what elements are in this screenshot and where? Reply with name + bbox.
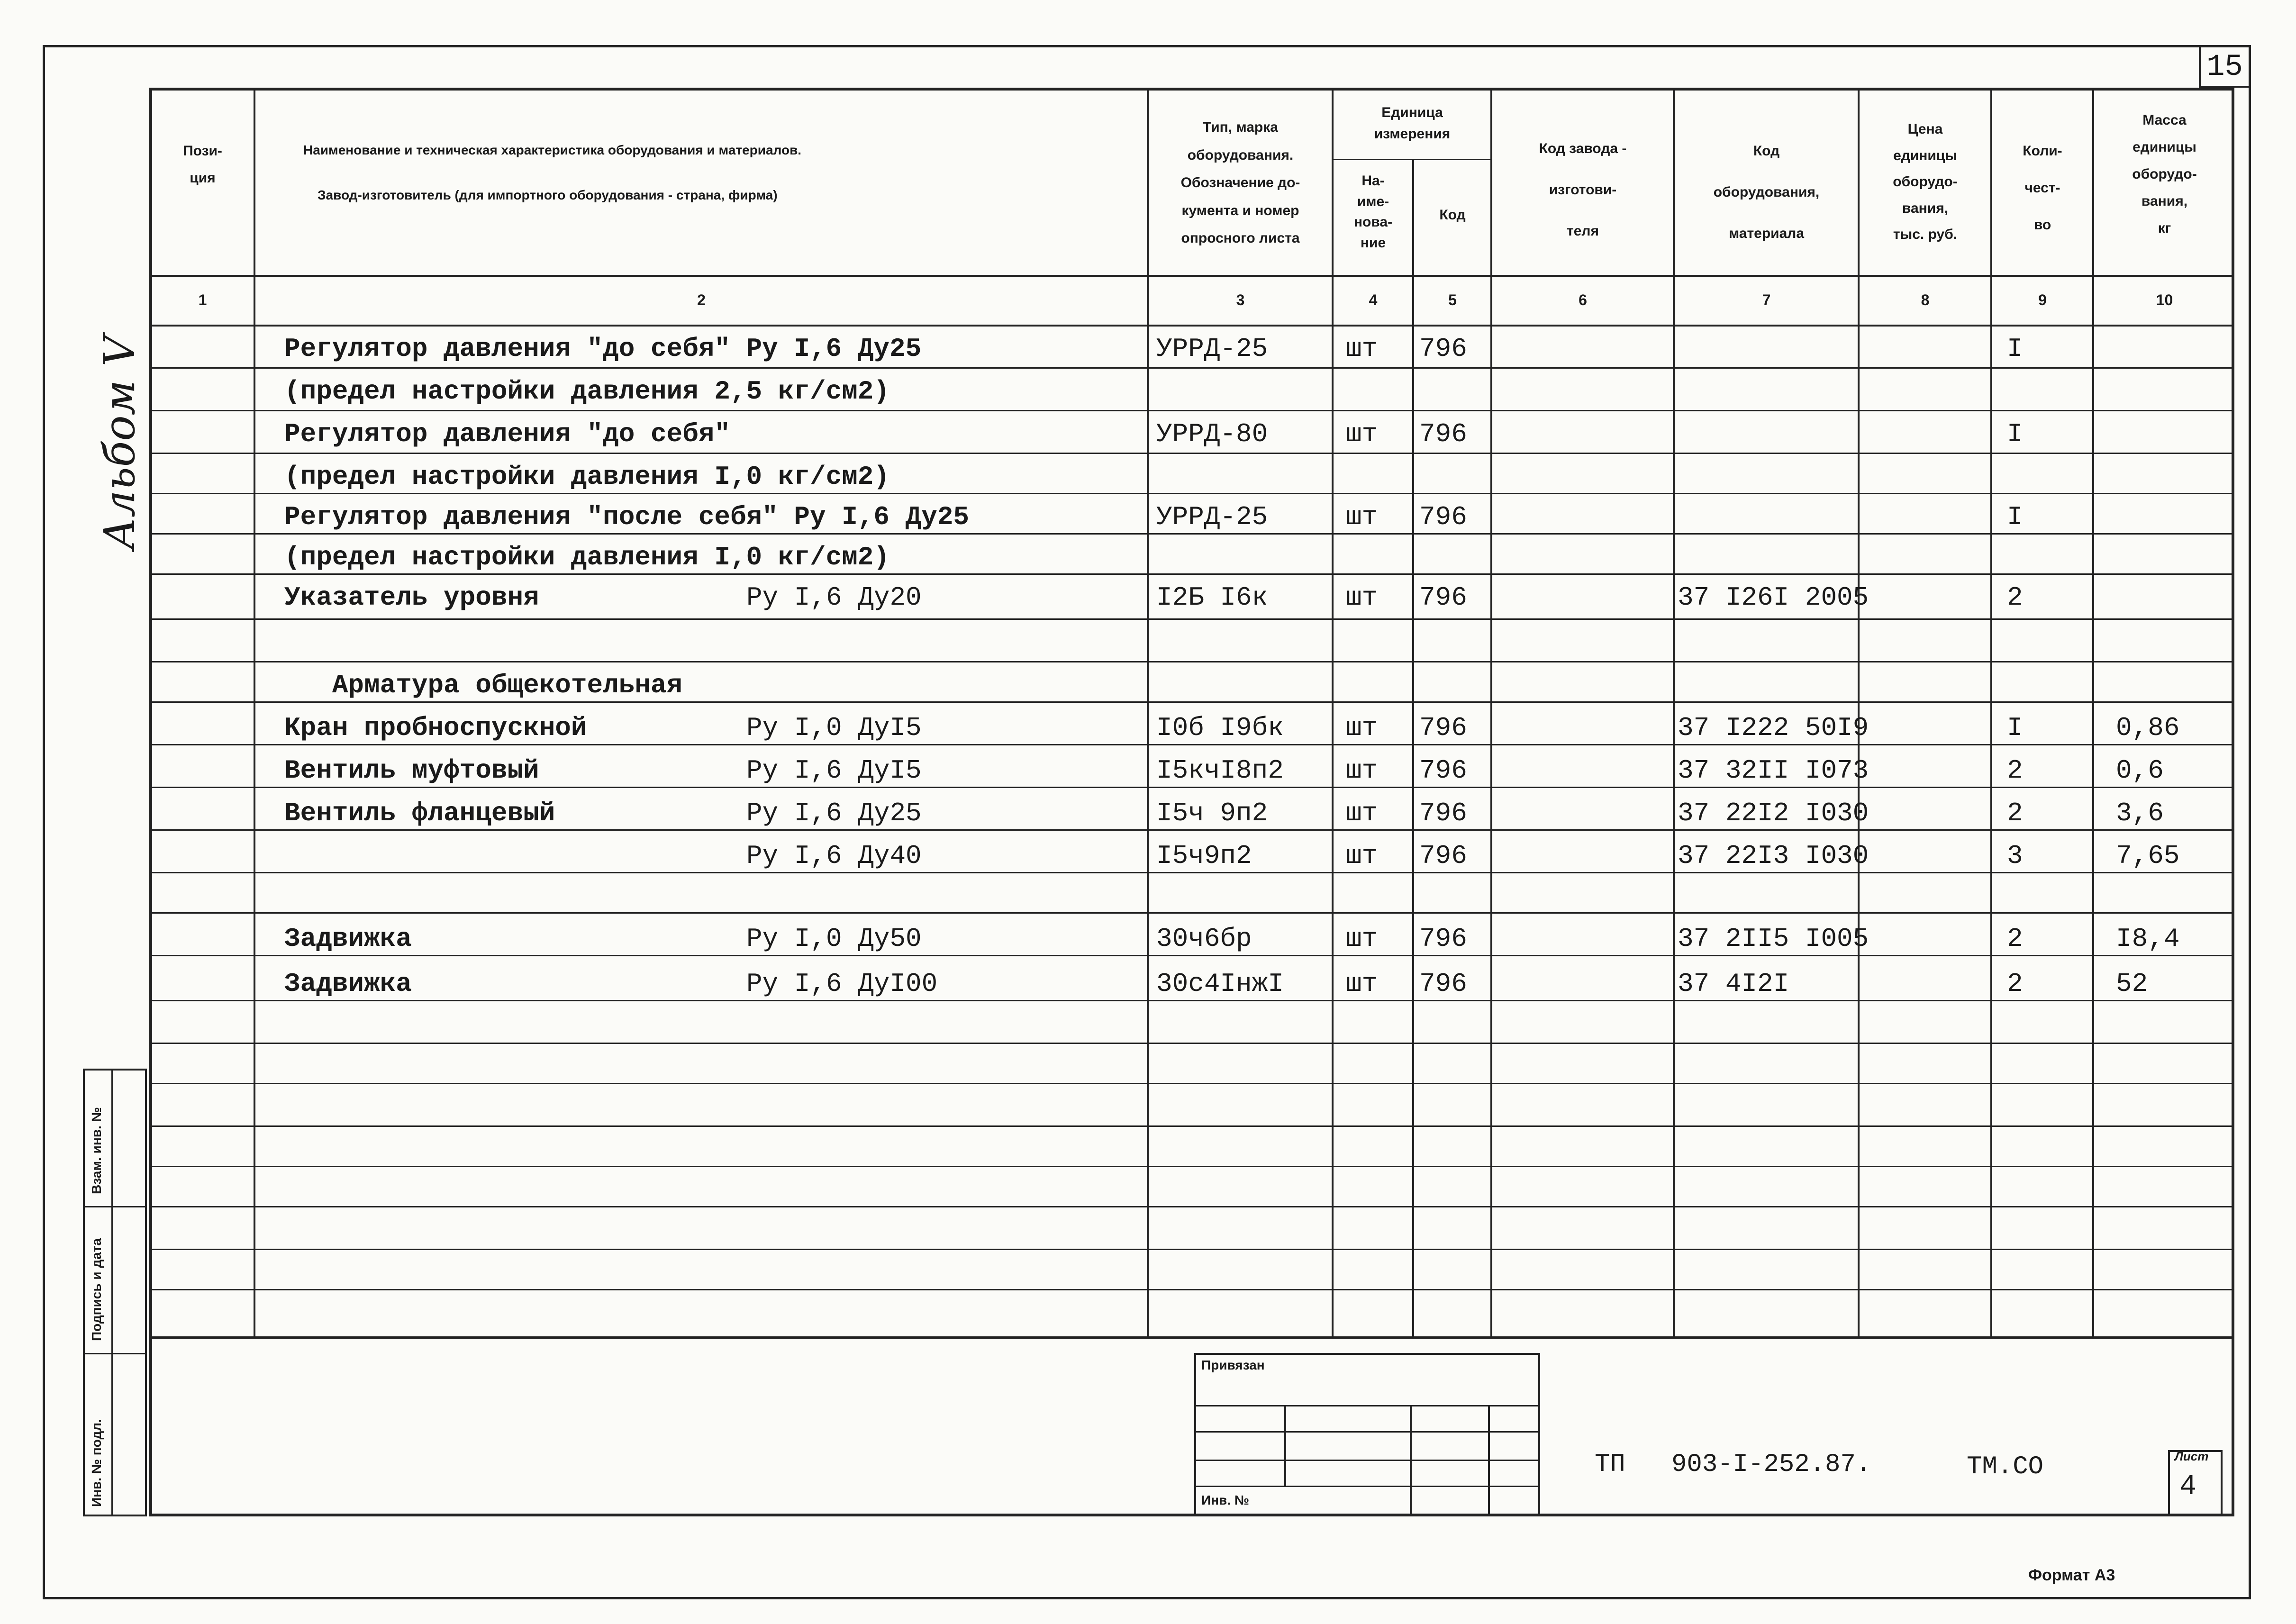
cell-name: (предел настройки давления I,0 кг/см2)	[284, 542, 890, 572]
colnum-6: 6	[1579, 291, 1587, 308]
cell-equip-code: 37 22I3 I030	[1678, 841, 1869, 871]
cell-name: Регулятор давления "после себя" Ру I,6 Ду25	[284, 502, 970, 532]
cell-type: 30ч6бр	[1156, 924, 1252, 954]
cell-unit: шт	[1346, 924, 1378, 954]
row-separator	[149, 618, 2234, 620]
cell-name: Регулятор давления "до себя" Ру I,6 Ду25	[284, 334, 922, 364]
cell-unit: шт	[1346, 502, 1378, 532]
cell-type: I5ч 9п2	[1156, 798, 1268, 828]
row-separator	[149, 1206, 2234, 1207]
cell-mass: 0,6	[2116, 755, 2164, 786]
cell-qty: 3	[2007, 841, 2023, 871]
table-row	[0, 535, 2296, 578]
header-col5: Код	[1439, 207, 1466, 223]
cell-name: Арматура общекотельная	[284, 670, 683, 700]
cell-type: 30с4IнжI	[1156, 969, 1284, 999]
cell-code: 796	[1419, 502, 1467, 532]
cell-code: 796	[1419, 582, 1467, 613]
table-row	[0, 663, 2296, 706]
cell-type: I0б I9бк	[1156, 713, 1284, 743]
cell-spec: Ру I,0 ДуI5	[746, 713, 922, 743]
cell-equip-code: 37 I222 50I9	[1678, 713, 1869, 743]
cell-mass: I8,4	[2116, 924, 2180, 954]
colnum-7: 7	[1762, 291, 1771, 308]
cell-unit: шт	[1346, 798, 1378, 828]
header-col2-line1: Наименование и техническая характеристика оборудования и материалов.	[303, 143, 802, 157]
header-col3: Тип, марка оборудования. Обозначение до- кумента и номер опросного листа	[1180, 119, 1300, 246]
cell-qty: I	[2007, 419, 2023, 449]
colnum-1: 1	[198, 291, 207, 308]
format-label: Формат А3	[2028, 1566, 2115, 1584]
cell-type: УРРД-25	[1156, 502, 1268, 532]
header-col2-line2: Завод-изготовитель (для импортного оборудования - страна, фирма)	[318, 188, 778, 202]
cell-code: 796	[1419, 334, 1467, 364]
cell-qty: 2	[2007, 969, 2023, 999]
cell-name: Регулятор давления "до себя"	[284, 419, 730, 449]
corner-sheet-box	[2199, 47, 2249, 88]
cell-unit: шт	[1346, 713, 1378, 743]
cell-unit: шт	[1346, 582, 1378, 613]
colnum-4: 4	[1369, 291, 1378, 308]
cell-name: Задвижка	[284, 924, 412, 954]
row-separator	[149, 1166, 2234, 1167]
doc-code: ТП 903-I-252.87.	[1595, 1450, 1871, 1479]
side-label-podpis-data: Подпись и дата	[89, 1238, 104, 1341]
table-row	[0, 576, 2296, 618]
header-units-group: Единица измерения	[1374, 105, 1451, 142]
corner-sheet-number: 15	[2206, 50, 2243, 84]
doc-mark: ТМ.СО	[1967, 1452, 2044, 1481]
header-col1: Пози- ция	[183, 143, 222, 186]
cell-type: I2Б I6к	[1156, 582, 1268, 613]
table-row	[0, 455, 2296, 498]
header-col6: Код завода - изготови- теля	[1539, 141, 1627, 239]
table-row	[0, 917, 2296, 960]
table-row	[0, 327, 2296, 370]
colnum-9: 9	[2038, 291, 2047, 308]
table-row	[0, 706, 2296, 749]
colnum-2: 2	[697, 291, 706, 308]
album-label: Альбом V	[95, 336, 145, 550]
cell-type: УРРД-80	[1156, 419, 1268, 449]
cell-unit: шт	[1346, 841, 1378, 871]
cell-unit: шт	[1346, 419, 1378, 449]
cell-name: (предел настройки давления I,0 кг/см2)	[284, 462, 890, 492]
cell-code: 796	[1419, 969, 1467, 999]
privyazan-label: Привязан	[1201, 1358, 1265, 1372]
table-row	[0, 370, 2296, 412]
cell-type: I5кчI8п2	[1156, 755, 1284, 786]
cell-code: 796	[1419, 841, 1467, 871]
cell-name: (предел настройки давления 2,5 кг/см2)	[284, 376, 890, 407]
sheet-label: Лист	[2175, 1449, 2209, 1463]
header-col8: Цена единицы оборудо- вания, тыс. руб.	[1893, 121, 1958, 242]
cell-spec: Ру I,6 Ду20	[746, 582, 922, 613]
colnum-3: 3	[1236, 291, 1245, 308]
cell-name: Вентиль фланцевый	[284, 798, 555, 828]
table-row	[0, 791, 2296, 834]
table-row	[0, 834, 2296, 877]
table-row	[0, 749, 2296, 791]
cell-spec: Ру I,6 ДуI5	[746, 755, 922, 786]
cell-name: Указатель уровня	[284, 582, 539, 613]
cell-qty: 2	[2007, 798, 2023, 828]
cell-mass: 52	[2116, 969, 2148, 999]
cell-code: 796	[1419, 924, 1467, 954]
header-col7: Код оборудования, материала	[1713, 143, 1820, 241]
cell-qty: 2	[2007, 755, 2023, 786]
cell-qty: I	[2007, 334, 2023, 364]
table-row	[0, 621, 2296, 663]
cell-qty: 2	[2007, 924, 2023, 954]
cell-name: Кран пробноспускной	[284, 713, 587, 743]
cell-mass: 7,65	[2116, 841, 2180, 871]
row-separator	[149, 1289, 2234, 1290]
cell-name: Задвижка	[284, 969, 412, 999]
cell-spec: Ру I,6 Ду25	[746, 798, 922, 828]
cell-unit: шт	[1346, 969, 1378, 999]
sheet-number: 4	[2179, 1471, 2197, 1503]
cell-equip-code: 37 2II5 I005	[1678, 924, 1869, 954]
cell-code: 796	[1419, 755, 1467, 786]
row-separator	[149, 1249, 2234, 1250]
row-separator	[149, 1125, 2234, 1127]
row-separator	[149, 1043, 2234, 1044]
cell-code: 796	[1419, 798, 1467, 828]
cell-unit: шт	[1346, 755, 1378, 786]
cell-equip-code: 37 22I2 I030	[1678, 798, 1869, 828]
table-row	[0, 412, 2296, 455]
header-col10: Масса единицы оборудо- вания, кг	[2132, 112, 2197, 236]
inv-no-label: Инв. №	[1201, 1493, 1250, 1507]
cell-spec: Ру I,0 Ду50	[746, 924, 922, 954]
row-separator	[149, 1083, 2234, 1084]
cell-type: I5ч9п2	[1156, 841, 1252, 871]
cell-mass: 0,86	[2116, 713, 2180, 743]
side-label-inv-podl: Инв. № подл.	[89, 1419, 104, 1507]
cell-mass: 3,6	[2116, 798, 2164, 828]
cell-name: Вентиль муфтовый	[284, 755, 539, 786]
header-col9: Коли- чест- во	[2023, 143, 2062, 233]
cell-qty: I	[2007, 502, 2023, 532]
cell-spec: Ру I,6 ДуI00	[746, 969, 938, 999]
header-col4: На- име- нова- ние	[1353, 173, 1393, 251]
cell-code: 796	[1419, 713, 1467, 743]
cell-equip-code: 37 4I2I	[1678, 969, 1789, 999]
table-row	[0, 877, 2296, 919]
cell-unit: шт	[1346, 334, 1378, 364]
cell-spec: Ру I,6 Ду40	[746, 841, 922, 871]
colnum-8: 8	[1921, 291, 1930, 308]
colnum-5: 5	[1448, 291, 1457, 308]
cell-equip-code: 37 I26I 2005	[1678, 582, 1869, 613]
side-label-vzam-inv: Взам. инв. №	[89, 1107, 104, 1194]
colnum-10: 10	[2156, 291, 2173, 308]
cell-type: УРРД-25	[1156, 334, 1268, 364]
sheet-box	[2168, 1450, 2223, 1516]
cell-code: 796	[1419, 419, 1467, 449]
cell-equip-code: 37 32II I073	[1678, 755, 1869, 786]
cell-qty: I	[2007, 713, 2023, 743]
cell-qty: 2	[2007, 582, 2023, 613]
table-row	[0, 495, 2296, 538]
table-row	[0, 962, 2296, 1005]
